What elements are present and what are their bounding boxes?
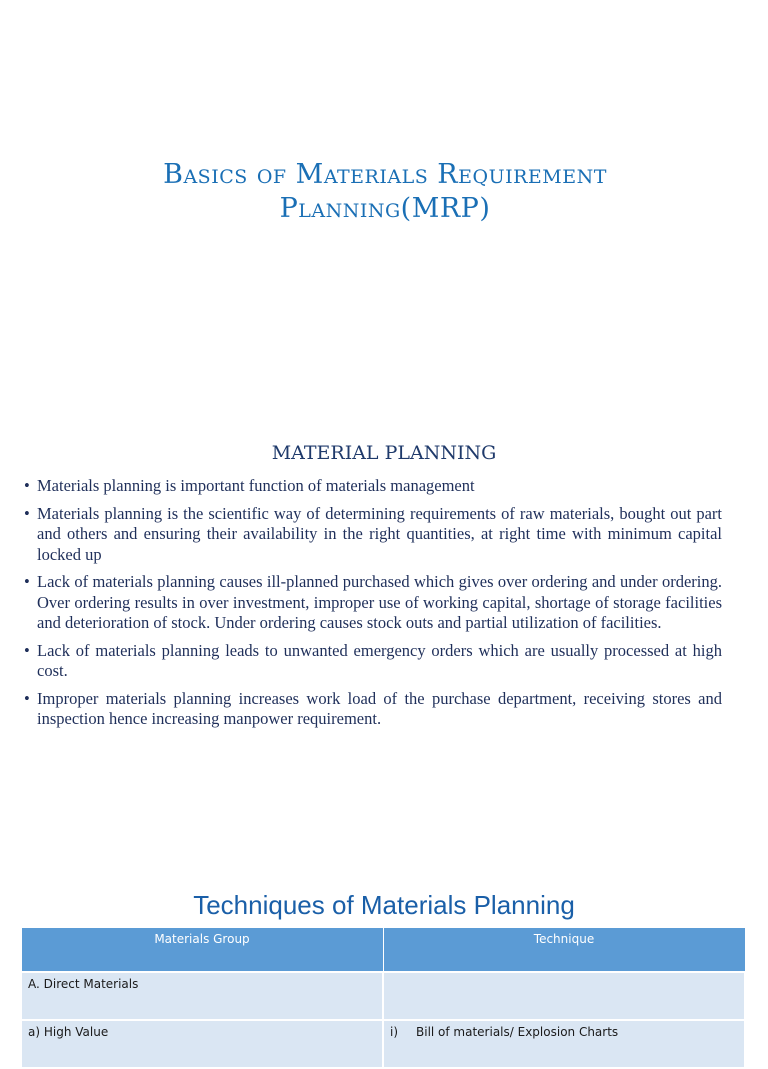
techniques-table (20, 927, 746, 1069)
bullet-item: • Improper materials planning increases work load of the purchase department, receiving stores and inspection hence increasing manpower requirement. (24, 688, 722, 728)
bullet-item: • Materials planning is the scientific way of determining requirements of raw materials, bought out part and others and ensuring their availability in the right quantities, at right time with minimum capital locked up (24, 503, 722, 564)
column-header-materials-group: Materials Group (21, 928, 383, 973)
slide-heading: MATERIAL PLANNING (271, 442, 497, 464)
slide-material-planning (0, 400, 768, 840)
cell-technique (383, 972, 745, 1020)
table-header-row (21, 928, 745, 973)
slide-heading: Techniques of Materials Planning (193, 890, 575, 920)
slide-techniques (0, 840, 768, 1039)
table-row (21, 1020, 745, 1068)
bullet-icon: • (24, 503, 30, 523)
bullet-icon: • (24, 640, 30, 660)
column-header-technique: Technique (383, 928, 745, 973)
bullet-icon: • (24, 572, 30, 591)
title-line-2: Planning(MRP) (279, 193, 491, 224)
cell-technique: i) Bill of materials/ Explosion Charts (383, 1020, 745, 1068)
table-row (21, 972, 745, 1020)
presentation-title (60, 158, 710, 226)
bullet-icon: • (24, 476, 30, 495)
title-line-1: Basics of Materials Requirement (163, 159, 607, 190)
slide-title (0, 0, 768, 400)
cell-group: a) High Value (21, 1020, 383, 1068)
cell-group: A. Direct Materials (21, 972, 383, 1020)
bullet-item: • Materials planning is important function of materials management (24, 476, 475, 495)
bullet-icon: • (24, 688, 30, 708)
bullet-list (24, 476, 722, 737)
bullet-item: • Lack of materials planning leads to unwanted emergency orders which are usually processed at high cost. (24, 640, 722, 680)
bullet-item: • Lack of materials planning causes ill-planned purchased which gives over ordering and under ordering. Over ordering results in over investment, improper use of working capital, shortage of storage facilities and deterioration of stock. Under ordering causes stock outs and partial utilization of facilities. (24, 572, 722, 632)
